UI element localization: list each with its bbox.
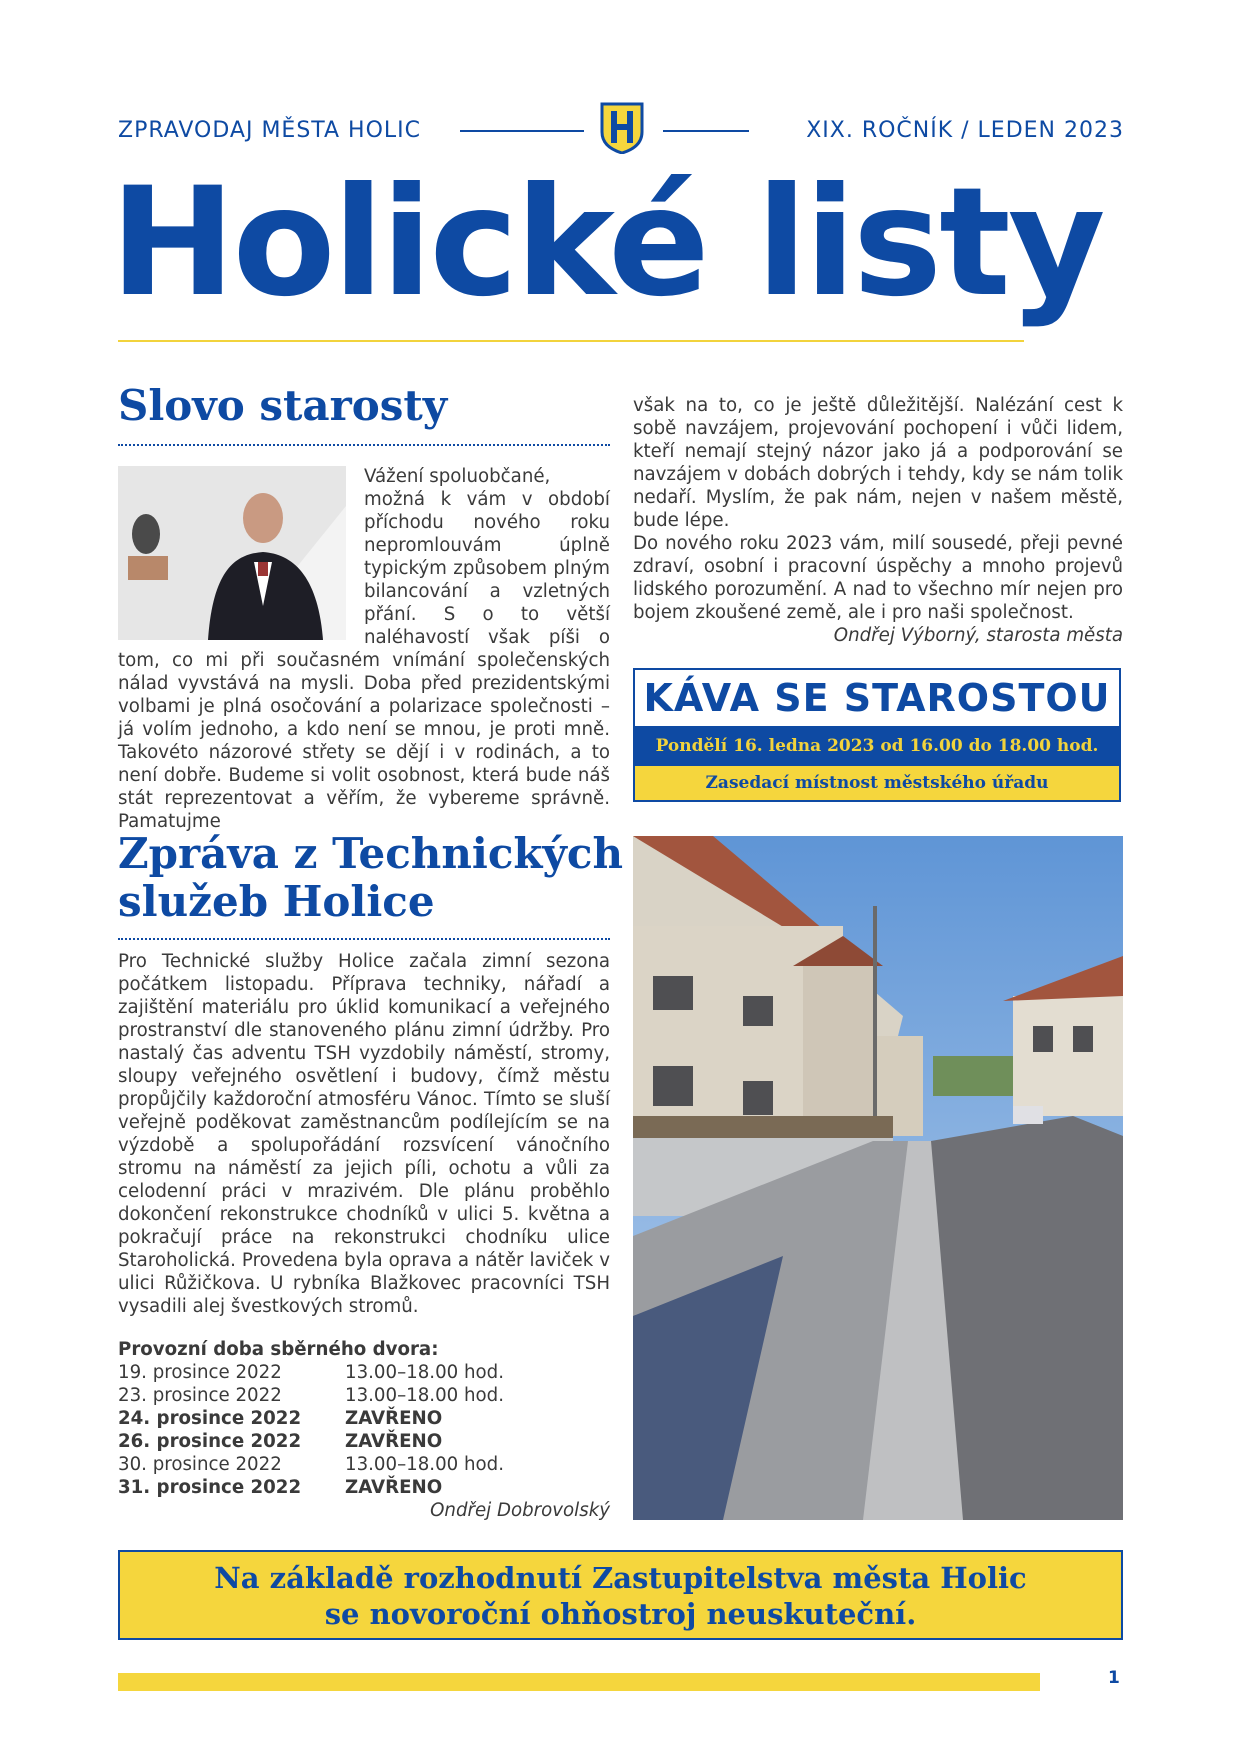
schedule-hours: 13.00–18.00 hod.: [345, 1385, 504, 1406]
starosta-paragraph: možná k vám v období příchodu nového roku nepromlouvám úplně typickým způsobem plným bilancování a vzletných přání. S o to větší naléhavostí však píši o tom, co mi při současném vnímání společenských nálad vyvstává na mysli. Doba před prezidentskými volbami je plná osočování a polarizace společnosti – já volím jednoho, a kdo není se mnou, je proti mně. Takovéto názorové střety se dějí i v rodinách, a to není dobře. Budeme si volit osobnost, která bude náš stát reprezentovat a věřím, že vybereme správně. Pamatujme: [118, 489, 610, 832]
schedule-date: 26. prosince 2022: [118, 1431, 302, 1452]
starosta-text-left: [118, 488, 610, 833]
heading-divider: [118, 938, 610, 940]
schedule-hours: 13.00–18.00 hod.: [345, 1454, 504, 1475]
section-heading-starosta: Slovo starosty: [118, 381, 448, 430]
schedule-date: 23. prosince 2022: [118, 1385, 282, 1406]
street-sidewalk-photo: [633, 836, 1123, 1520]
schedule-date: 31. prosince 2022: [118, 1477, 302, 1498]
page-number: 1: [1108, 1668, 1120, 1688]
schedule-row: [118, 1476, 610, 1499]
schedule-heading: Provozní doba sběrného dvora:: [118, 1339, 439, 1360]
tsh-paragraph: Pro Technické služby Holice začala zimní sezona počátkem listopadu. Příprava techniky, nářadí a zajištění materiálu pro úklid komunikací a veřejného prostranství dle stanoveného plánu zimní údržby. Pro nastalý čas adventu TSH vyzdobily náměstí, stromy, sloupy veřejného osvětlení i budovy, čímž městu propůjčily každoroční atmosféru Vánoc. Tímto se sluší veřejně poděkovat zaměstnancům podílejícím se na výzdobě a spolupořádání rozsvícení vánočního stromu na náměstí za jejich píli, ochotu a vůli za celodenní práci v mrazivém. Dle plánu proběhlo dokončení rekonstrukce chodníků v ulici 5. května a pokračují práce na rekonstrukci chodníku ulice Staroholická. Provedena byla oprava a nátěr laviček v ulici Růžičkova. U rybníka Blažkovec pracovníci TSH vysadili alej švestkových stromů.: [118, 951, 610, 1317]
schedule-hours: ZAVŘENO: [345, 1431, 443, 1452]
banner-line-2: se novoroční ohňostroj neuskuteční.: [324, 1597, 917, 1631]
kava-title: KÁVA SE STAROSTOU: [643, 676, 1111, 720]
banner-line-1: Na základě rozhodnutí Zastupitelstva města Holic: [214, 1561, 1027, 1595]
schedule-hours: ZAVŘENO: [345, 1408, 443, 1429]
tsh-signature: Ondřej Dobrovolský: [430, 1500, 610, 1521]
schedule-row: [118, 1453, 610, 1476]
footer-accent-bar: [118, 1673, 1040, 1691]
kava-datetime: Pondělí 16. ledna 2023 od 16.00 do 18.00 hod.: [635, 726, 1119, 766]
newsletter-title: Holické listy: [110, 156, 1103, 330]
schedule-row: [118, 1430, 610, 1453]
starosta-text-right: [633, 394, 1123, 647]
tsh-heading-line1: Zpráva z Technických: [118, 829, 624, 878]
starosta-paragraph-continued: však na to, co je ještě důležitější. Nalézání cest k sobě navzájem, projevování pochopení i vůči lidem, kteří nemají stejný názor jako já a podporování se navzájem v dobách dobrých i tehdy, kdy se nám tolik nedaří. Myslím, že pak nám, nejen v našem městě, bude lépe.: [633, 395, 1123, 531]
kava-location: Zasedací místnost městského úřadu: [635, 766, 1119, 800]
schedule-row: [118, 1407, 610, 1430]
holice-crest-icon: [600, 102, 644, 154]
schedule-row: [118, 1384, 610, 1407]
schedule-hours: 13.00–18.00 hod.: [345, 1362, 504, 1383]
title-underline: [118, 340, 1024, 342]
schedule-date: 19. prosince 2022: [118, 1362, 282, 1383]
schedule-date: 24. prosince 2022: [118, 1408, 302, 1429]
schedule-date: 30. prosince 2022: [118, 1454, 282, 1475]
masthead-rule-left: [460, 130, 584, 132]
starosta-wishes: Do nového roku 2023 vám, milí sousedé, přeji pevné zdraví, osobní i pracovní úspěchy a mnoho projevů lidského porozumění. A nad to všechno mír nejen pro bojem zkoušené země, ale i pro naši společnost.: [633, 533, 1123, 623]
masthead-newsletter-name: ZPRAVODAJ MĚSTA HOLIC: [118, 118, 422, 143]
section-heading-tsh: [118, 830, 623, 926]
starosta-greeting: Vážení spoluobčané,: [364, 466, 551, 487]
kava-se-starostou-box: [633, 668, 1121, 802]
masthead-rule-right: [663, 130, 749, 132]
masthead-issue: XIX. ROČNÍK / LEDEN 2023: [806, 118, 1124, 143]
tsh-heading-line2: služeb Holice: [118, 877, 435, 926]
heading-divider: [118, 444, 610, 446]
fireworks-cancellation-banner: [118, 1550, 1123, 1640]
starosta-signature: Ondřej Výborný, starosta města: [833, 625, 1123, 646]
schedule-hours: ZAVŘENO: [345, 1477, 443, 1498]
collection-yard-schedule: [118, 1338, 610, 1522]
schedule-row: [118, 1361, 610, 1384]
